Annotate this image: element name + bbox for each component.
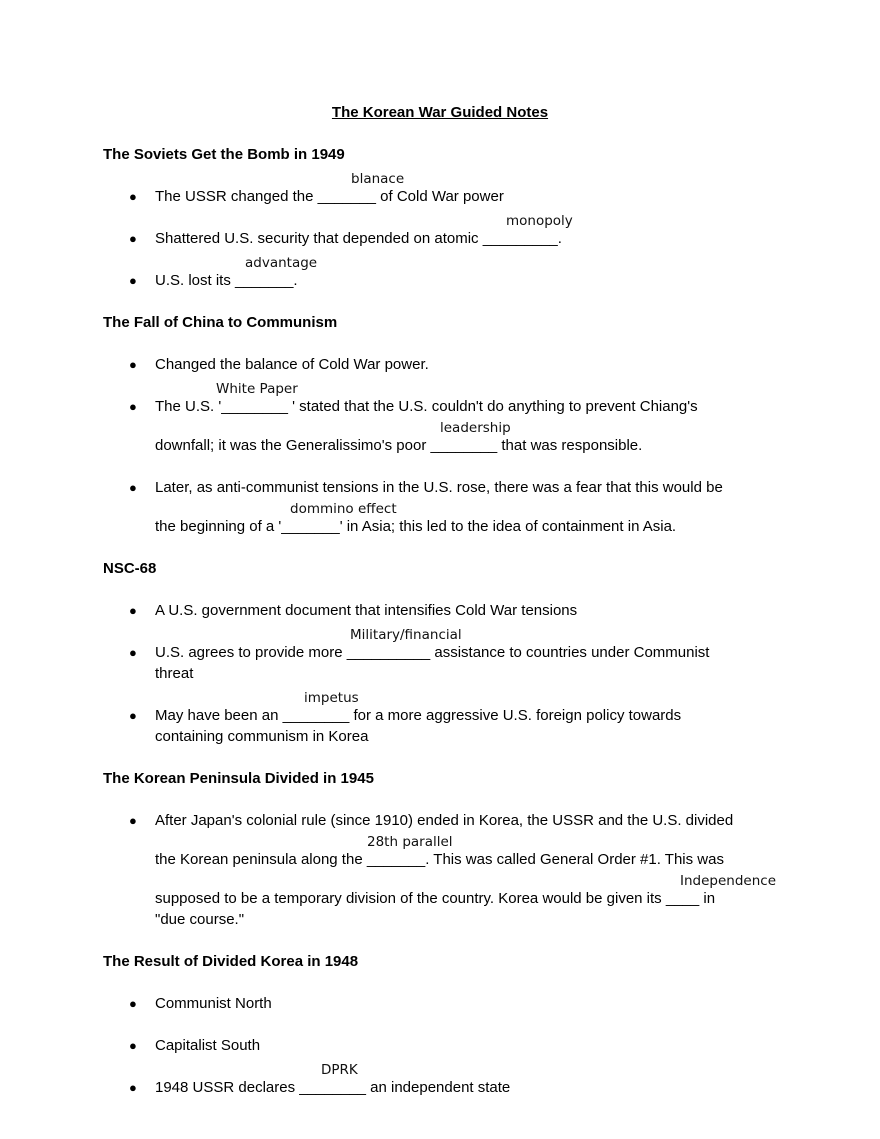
bullet-icon: ● <box>129 996 137 1011</box>
bullet-text: U.S. agrees to provide more __________ assistance to countries under Communist <box>155 644 710 661</box>
bullet-icon: ● <box>129 645 137 660</box>
handwritten-answer[interactable]: dommino effect <box>290 501 397 517</box>
bullet-icon: ● <box>129 189 137 204</box>
bullet-text: downfall; it was the Generalissimo's poor ________ that was responsible. <box>155 437 643 454</box>
bullet-text: Capitalist South <box>155 1037 261 1054</box>
bullet-text: the beginning of a '_______' in Asia; this led to the idea of containment in Asia. <box>155 518 677 535</box>
bullet-text: the Korean peninsula along the _______. This was called General Order #1. This was <box>155 851 724 868</box>
bullet-icon: ● <box>129 480 137 495</box>
bullet-text: supposed to be a temporary division of the country. Korea would be given its ____ in <box>155 890 716 907</box>
handwritten-answer[interactable]: blanace <box>351 171 405 187</box>
handwritten-answer[interactable]: advantage <box>245 255 318 271</box>
page-title: The Korean War Guided Notes <box>331 104 549 121</box>
bullet-text: "due course." <box>155 911 245 928</box>
bullet-text: U.S. lost its _______. <box>155 272 298 289</box>
bullet-icon: ● <box>129 1038 137 1053</box>
handwritten-answer[interactable]: impetus <box>304 690 359 706</box>
bullet-text: A U.S. government document that intensifies Cold War tensions <box>155 602 578 619</box>
handwritten-answer[interactable]: leadership <box>440 420 511 436</box>
section-heading: The Soviets Get the Bomb in 1949 <box>103 146 345 163</box>
handwritten-answer[interactable]: monopoly <box>506 213 573 229</box>
section-heading: The Fall of China to Communism <box>103 314 338 331</box>
bullet-icon: ● <box>129 813 137 828</box>
handwritten-answer[interactable]: 28th parallel <box>367 834 453 850</box>
bullet-icon: ● <box>129 399 137 414</box>
bullet-text: Communist North <box>155 995 272 1012</box>
handwritten-answer[interactable]: Independence <box>680 873 777 889</box>
handwritten-answer[interactable]: Military/financial <box>350 627 462 643</box>
bullet-icon: ● <box>129 708 137 723</box>
handwritten-answer[interactable]: White Paper <box>216 381 298 397</box>
bullet-icon: ● <box>129 357 137 372</box>
bullet-text: The USSR changed the _______ of Cold War power <box>155 188 504 205</box>
bullet-text: Shattered U.S. security that depended on atomic _________. <box>155 230 562 247</box>
bullet-icon: ● <box>129 231 137 246</box>
bullet-icon: ● <box>129 273 137 288</box>
bullet-text: Changed the balance of Cold War power. <box>155 356 429 373</box>
section-heading: The Result of Divided Korea in 1948 <box>103 953 359 970</box>
bullet-text: Later, as anti-communist tensions in the U.S. rose, there was a fear that this would be <box>155 479 723 496</box>
section-heading: NSC-68 <box>103 560 157 577</box>
section-heading: The Korean Peninsula Divided in 1945 <box>103 770 374 787</box>
bullet-text: threat <box>155 665 194 682</box>
bullet-text: The U.S. '________ ' stated that the U.S. couldn't do anything to prevent Chiang's <box>155 398 698 415</box>
bullet-icon: ● <box>129 603 137 618</box>
bullet-icon: ● <box>129 1080 137 1095</box>
handwritten-answer[interactable]: DPRK <box>321 1062 358 1078</box>
bullet-text: containing communism in Korea <box>155 728 369 745</box>
bullet-text: May have been an ________ for a more aggressive U.S. foreign policy towards <box>155 707 682 724</box>
bullet-text: 1948 USSR declares ________ an independent state <box>155 1079 511 1096</box>
bullet-text: After Japan's colonial rule (since 1910) ended in Korea, the USSR and the U.S. divided <box>155 812 734 829</box>
